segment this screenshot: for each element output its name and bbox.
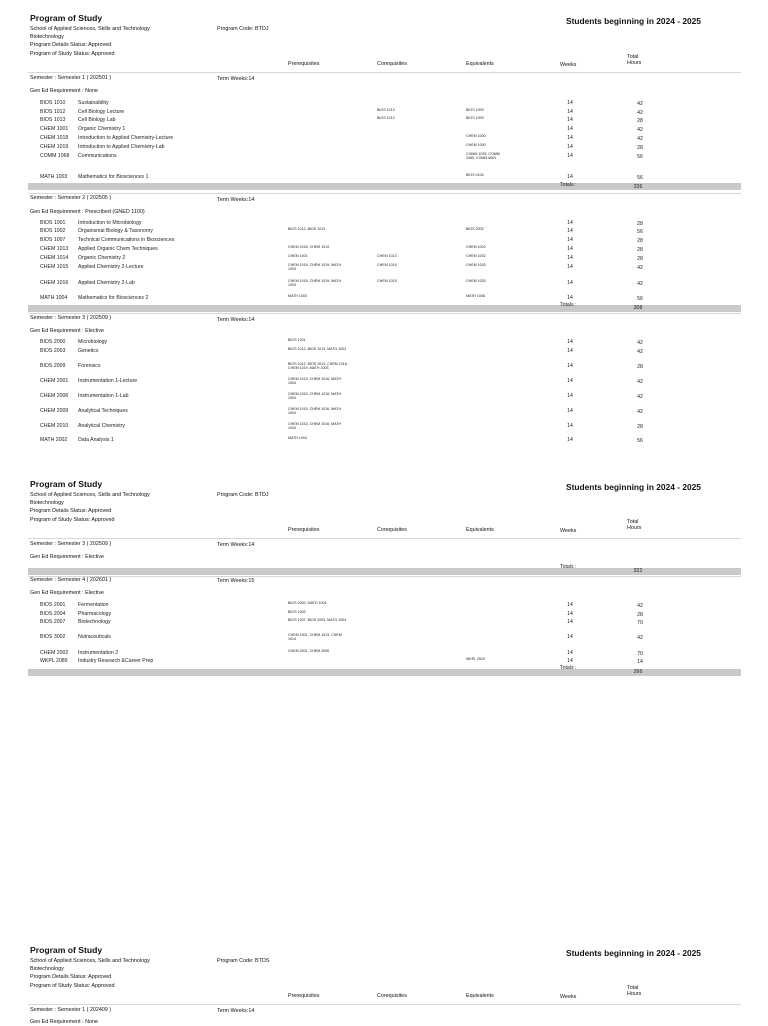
course-hours: 42 [637, 340, 643, 346]
course-title: Instrumentation 2 [78, 650, 119, 656]
course-hours: 70 [637, 620, 643, 626]
course-title: Mathematics for Biosciences 2 [78, 295, 149, 301]
course-weeks: 14 [567, 295, 573, 301]
course-title: Applied Organic Chem Techniques [78, 246, 158, 252]
course-code: CHEM 2009 [40, 408, 69, 414]
course-hours: 42 [637, 110, 643, 116]
course-hours: 42 [637, 127, 643, 133]
term-weeks: Term Weeks:15 [217, 578, 255, 584]
course-code: WKPL 2089 [40, 658, 68, 664]
col-total-hours: Total Hours [627, 985, 642, 998]
program-code: Program Code: BTDJ [217, 26, 269, 32]
course-weeks: 14 [567, 658, 573, 664]
term-weeks: Term Weeks:14 [217, 76, 255, 82]
course-title: Analytical Chemistry [78, 423, 125, 429]
course-equivalents: COMM 1035, COMM 1085, COMM 6601 [466, 152, 500, 161]
course-code: CHEM 1014 [40, 255, 69, 261]
program-of-study-status: Program of Study Status: Approved [30, 983, 115, 989]
course-code: COMM 1068 [40, 153, 70, 159]
course-code: CHEM 1018 [40, 135, 69, 141]
course-prerequisites: CHEM 1001 [288, 254, 308, 258]
course-hours: 56 [637, 154, 643, 160]
course-hours: 56 [637, 438, 643, 444]
course-code: BIOS 2004 [40, 611, 66, 617]
course-prerequisites: CHEM 2001, CHEM 2006 [288, 649, 330, 653]
divider [28, 1004, 741, 1005]
course-title: Forensics [78, 363, 101, 369]
semester-label: Semester : Semester 4 ( 202601 ) [30, 577, 112, 583]
course-hours: 28 [637, 118, 643, 124]
term-weeks: Term Weeks:14 [217, 317, 255, 323]
course-weeks: 14 [567, 348, 573, 354]
course-weeks: 14 [567, 619, 573, 625]
course-code: BIOS 2000 [40, 339, 66, 345]
course-hours: 56 [637, 296, 643, 302]
divider [28, 193, 741, 194]
course-code: BIOS 2009 [40, 363, 66, 369]
semester-label: Semester : Semester 1 ( 202409 ) [30, 1007, 112, 1013]
course-prerequisites: CHEM 1015, CHEM 1016, MATH 1004 [288, 422, 342, 431]
divider [28, 576, 741, 577]
semester-label: Semester : Semester 1 ( 202501 ) [30, 75, 112, 81]
course-hours: 42 [637, 136, 643, 142]
course-title: Mathematics for Biosciences 1 [78, 174, 149, 180]
school-name: School of Applied Sciences, Skills and Technology [30, 26, 150, 32]
course-corequisites: CHEM 1015 [377, 279, 397, 283]
cohort-title: Students beginning in 2024 - 2025 [566, 482, 701, 492]
course-title: Industry Research &Career Prep [78, 658, 154, 664]
course-prerequisites: BIOS 2000, MATH 1004 [288, 601, 327, 605]
totals-label: Totals : [560, 182, 577, 188]
semester-total-hours: 308 [633, 305, 643, 311]
course-weeks: 14 [567, 135, 573, 141]
course-prerequisites: CHEM 1001, CHEM 1013, CHEM 1014 [288, 633, 342, 642]
semester-label: Semester : Semester 3 ( 202509 ) [30, 541, 112, 547]
course-title: Instrumentation 1-Lab [78, 393, 129, 399]
col-total-hours: Total Hours [627, 519, 642, 532]
semester-total-hours: 336 [633, 184, 643, 190]
course-title: Microbiology [78, 339, 108, 345]
course-hours: 28 [637, 145, 643, 151]
course-title: Organismal Biology & Taxonomy [78, 228, 153, 234]
course-prerequisites: CHEM 1015, CHEM 1016, MATH 1004 [288, 392, 342, 401]
course-hours: 42 [637, 603, 643, 609]
course-code: CHEM 1013 [40, 246, 69, 252]
course-code: MATH 1003 [40, 174, 68, 180]
term-weeks: Term Weeks:14 [217, 197, 255, 203]
gen-ed-requirement: Gen Ed Requirement : Prescribed (GNED 1100) [30, 209, 145, 215]
course-prerequisites: CHEM 1015, CHEM 1016, MATH 1004 [288, 377, 342, 386]
course-code: BIOS 3002 [40, 634, 66, 640]
course-equivalents: WKPL 2020 [466, 657, 486, 661]
program-of-study-status: Program of Study Status: Approved [30, 51, 115, 57]
course-weeks: 14 [567, 423, 573, 429]
page-title: Program of Study [30, 479, 103, 489]
course-title: Introduction to Microbiology [78, 220, 142, 226]
course-equivalents: BIOS 1000 [466, 108, 484, 112]
term-weeks: Term Weeks:14 [217, 1008, 255, 1014]
course-hours: 42 [637, 101, 643, 107]
course-code: CHEM 2002 [40, 650, 69, 656]
semester-total-hours: 266 [633, 669, 643, 675]
course-title: Biotechnology [78, 619, 111, 625]
course-weeks: 14 [567, 126, 573, 132]
course-title: Technical Communications in Biosciences [78, 237, 175, 243]
course-code: CHEM 2001 [40, 378, 69, 384]
course-title: Introduction to Applied Chemistry-Lecture [78, 135, 174, 141]
course-title: Fermentation [78, 602, 109, 608]
course-hours: 70 [637, 651, 643, 657]
course-code: BIOS 1010 [40, 100, 66, 106]
col-equivalents: Equivalents [466, 527, 494, 533]
course-title: Nutraceuticals [78, 634, 111, 640]
totals-label: Totals : [560, 302, 577, 308]
course-title: Communications [78, 153, 117, 159]
gen-ed-requirement: Gen Ed Requirement : Elective [30, 328, 105, 334]
course-hours: 42 [637, 394, 643, 400]
course-hours: 42 [637, 635, 643, 641]
course-prerequisites: BIOS 1002 [288, 610, 306, 614]
course-weeks: 14 [567, 363, 573, 369]
course-weeks: 14 [567, 634, 573, 640]
page-title: Program of Study [30, 945, 103, 955]
course-equivalents: CHEM 1000 [466, 134, 486, 138]
course-corequisites: BIOS 1012 [377, 116, 395, 120]
course-weeks: 14 [567, 246, 573, 252]
course-weeks: 14 [567, 437, 573, 443]
course-hours: 28 [637, 247, 643, 253]
school-name: School of Applied Sciences, Skills and Technology [30, 958, 150, 964]
course-code: BIOS 1002 [40, 228, 66, 234]
course-hours: 42 [637, 349, 643, 355]
col-weeks: Weeks [560, 528, 577, 534]
course-weeks: 14 [567, 153, 573, 159]
cohort-title: Students beginning in 2024 - 2025 [566, 948, 701, 958]
course-prerequisites: BIOS 1012, BIOS 1013, CHEM 1018, CHEM 1019, MATH 1003 [288, 362, 348, 371]
school-name: School of Applied Sciences, Skills and Technology [30, 492, 150, 498]
course-equivalents: BIOS 0104 [466, 173, 484, 177]
semester-label: Semester : Semester 3 ( 202509 ) [30, 315, 112, 321]
gen-ed-requirement: Gen Ed Requirement : Elective [30, 554, 105, 560]
course-code: BIOS 2003 [40, 348, 66, 354]
course-weeks: 14 [567, 408, 573, 414]
course-corequisites: CHEM 1016 [377, 263, 397, 267]
course-hours: 28 [637, 424, 643, 430]
course-weeks: 14 [567, 602, 573, 608]
course-title: Analytical Techniques [78, 408, 128, 414]
course-code: BIOS 1007 [40, 237, 66, 243]
program-details-status: Program Details Status: Approved [30, 974, 112, 980]
course-code: BIOS 1012 [40, 109, 66, 115]
course-hours: 28 [637, 364, 643, 370]
course-hours: 28 [637, 256, 643, 262]
course-hours: 42 [637, 379, 643, 385]
program-name: Biotechnology [30, 966, 64, 972]
course-equivalents: CHEM 1000 [466, 143, 486, 147]
course-code: BIOS 2001 [40, 602, 66, 608]
col-prerequisites: Prerequisites [288, 61, 320, 67]
program-details-status: Program Details Status: Approved [30, 508, 112, 514]
course-hours: 56 [637, 175, 643, 181]
course-prerequisites: CHEM 1015, CHEM 1016, MATH 1004 [288, 407, 342, 416]
course-title: Applied Chemistry 2-Lecture [78, 264, 144, 270]
course-title: Applied Chemistry 2-Lab [78, 280, 135, 286]
course-title: Cell Biology Lab [78, 117, 116, 123]
course-code: CHEM 1015 [40, 264, 69, 270]
col-weeks: Weeks [560, 62, 577, 68]
col-prerequisites: Prerequisites [288, 527, 320, 533]
program-name: Biotechnology [30, 500, 64, 506]
course-corequisites: CHEM 1013 [377, 254, 397, 258]
gen-ed-requirement: Gen Ed Requirement : None [30, 1019, 99, 1025]
program-code: Program Code: BTDS [217, 958, 270, 964]
course-hours: 28 [637, 221, 643, 227]
course-hours: 28 [637, 238, 643, 244]
col-corequisites: Corequisites [377, 61, 407, 67]
semester-total-hours: 322 [633, 568, 643, 574]
totals-label: Totals : [560, 564, 577, 570]
divider [28, 72, 741, 73]
course-weeks: 14 [567, 264, 573, 270]
course-code: BIOS 2007 [40, 619, 66, 625]
course-title: Introduction to Applied Chemistry-Lab [78, 144, 165, 150]
col-equivalents: Equivalents [466, 61, 494, 67]
program-details-status: Program Details Status: Approved [30, 42, 112, 48]
course-title: Sustainability [78, 100, 109, 106]
course-weeks: 14 [567, 393, 573, 399]
course-prerequisites: CHEM 1018, CHEM 1019 [288, 245, 330, 249]
course-prerequisites: BIOS 1012, BIOS 1013, MATH 1003 [288, 347, 347, 351]
course-weeks: 14 [567, 174, 573, 180]
course-equivalents: BIOS 1000 [466, 116, 484, 120]
page-title: Program of Study [30, 13, 103, 23]
course-title: Data Analysis 1 [78, 437, 114, 443]
course-title: Instrumentation 1-Lecture [78, 378, 138, 384]
course-equivalents: CHEM 1002 [466, 254, 486, 258]
course-title: Organic Chemistry 2 [78, 255, 126, 261]
semester-label: Semester : Semester 2 ( 202505 ) [30, 195, 112, 201]
course-title: Organic Chemistry 1 [78, 126, 126, 132]
course-title: Pharmacology [78, 611, 112, 617]
cohort-title: Students beginning in 2024 - 2025 [566, 16, 701, 26]
col-corequisites: Corequisites [377, 993, 407, 999]
course-hours: 56 [637, 229, 643, 235]
course-weeks: 14 [567, 280, 573, 286]
course-code: CHEM 1001 [40, 126, 69, 132]
gen-ed-requirement: Gen Ed Requirement : None [30, 88, 99, 94]
course-prerequisites: MATH 1003 [288, 294, 307, 298]
program-of-study-status: Program of Study Status: Approved [30, 517, 115, 523]
program-code: Program Code: BTDJ [217, 492, 269, 498]
col-equivalents: Equivalents [466, 993, 494, 999]
course-weeks: 14 [567, 109, 573, 115]
course-weeks: 14 [567, 650, 573, 656]
course-equivalents: MATH 1008 [466, 294, 485, 298]
course-title: Genetics [78, 348, 99, 354]
course-code: MATH 1004 [40, 295, 68, 301]
course-weeks: 14 [567, 378, 573, 384]
course-prerequisites: BIOS 1012, BIOS 1013 [288, 227, 326, 231]
totals-label: Totals : [560, 665, 577, 671]
course-hours: 42 [637, 409, 643, 415]
course-code: BIOS 1001 [40, 220, 66, 226]
course-weeks: 14 [567, 237, 573, 243]
col-corequisites: Corequisites [377, 527, 407, 533]
course-code: CHEM 1019 [40, 144, 69, 150]
course-prerequisites: CHEM 1018, CHEM 1019, MATH 1003 [288, 263, 342, 272]
course-weeks: 14 [567, 339, 573, 345]
course-weeks: 14 [567, 100, 573, 106]
course-weeks: 14 [567, 611, 573, 617]
col-total-hours: Total Hours [627, 54, 642, 67]
course-hours: 28 [637, 612, 643, 618]
course-weeks: 14 [567, 228, 573, 234]
course-code: CHEM 1016 [40, 280, 69, 286]
program-name: Biotechnology [30, 34, 64, 40]
course-hours: 42 [637, 281, 643, 287]
course-prerequisites: BIOS 1007, BIOS 2003, MATH 1004 [288, 618, 347, 622]
course-prerequisites: BIOS 1001 [288, 338, 306, 342]
col-prerequisites: Prerequisites [288, 993, 320, 999]
course-equivalents: CHEM 1002 [466, 245, 486, 249]
divider [28, 313, 741, 314]
course-hours: 14 [637, 659, 643, 665]
course-equivalents: CHEM 1003 [466, 263, 486, 267]
course-prerequisites: CHEM 1018, CHEM 1019, MATH 1003 [288, 279, 342, 288]
course-equivalents: BIOS 2002 [466, 227, 484, 231]
course-weeks: 14 [567, 220, 573, 226]
course-weeks: 14 [567, 117, 573, 123]
course-code: MATH 2002 [40, 437, 68, 443]
course-code: CHEM 2006 [40, 393, 69, 399]
course-prerequisites: MATH 1004 [288, 436, 307, 440]
gen-ed-requirement: Gen Ed Requirement : Elective [30, 590, 105, 596]
course-hours: 42 [637, 265, 643, 271]
course-weeks: 14 [567, 144, 573, 150]
course-title: Cell Biology Lecture [78, 109, 125, 115]
course-code: CHEM 2010 [40, 423, 69, 429]
course-equivalents: CHEM 1003 [466, 279, 486, 283]
course-corequisites: BIOS 1013 [377, 108, 395, 112]
divider [28, 538, 741, 539]
col-weeks: Weeks [560, 994, 577, 1000]
course-weeks: 14 [567, 255, 573, 261]
term-weeks: Term Weeks:14 [217, 542, 255, 548]
course-code: BIOS 1013 [40, 117, 66, 123]
